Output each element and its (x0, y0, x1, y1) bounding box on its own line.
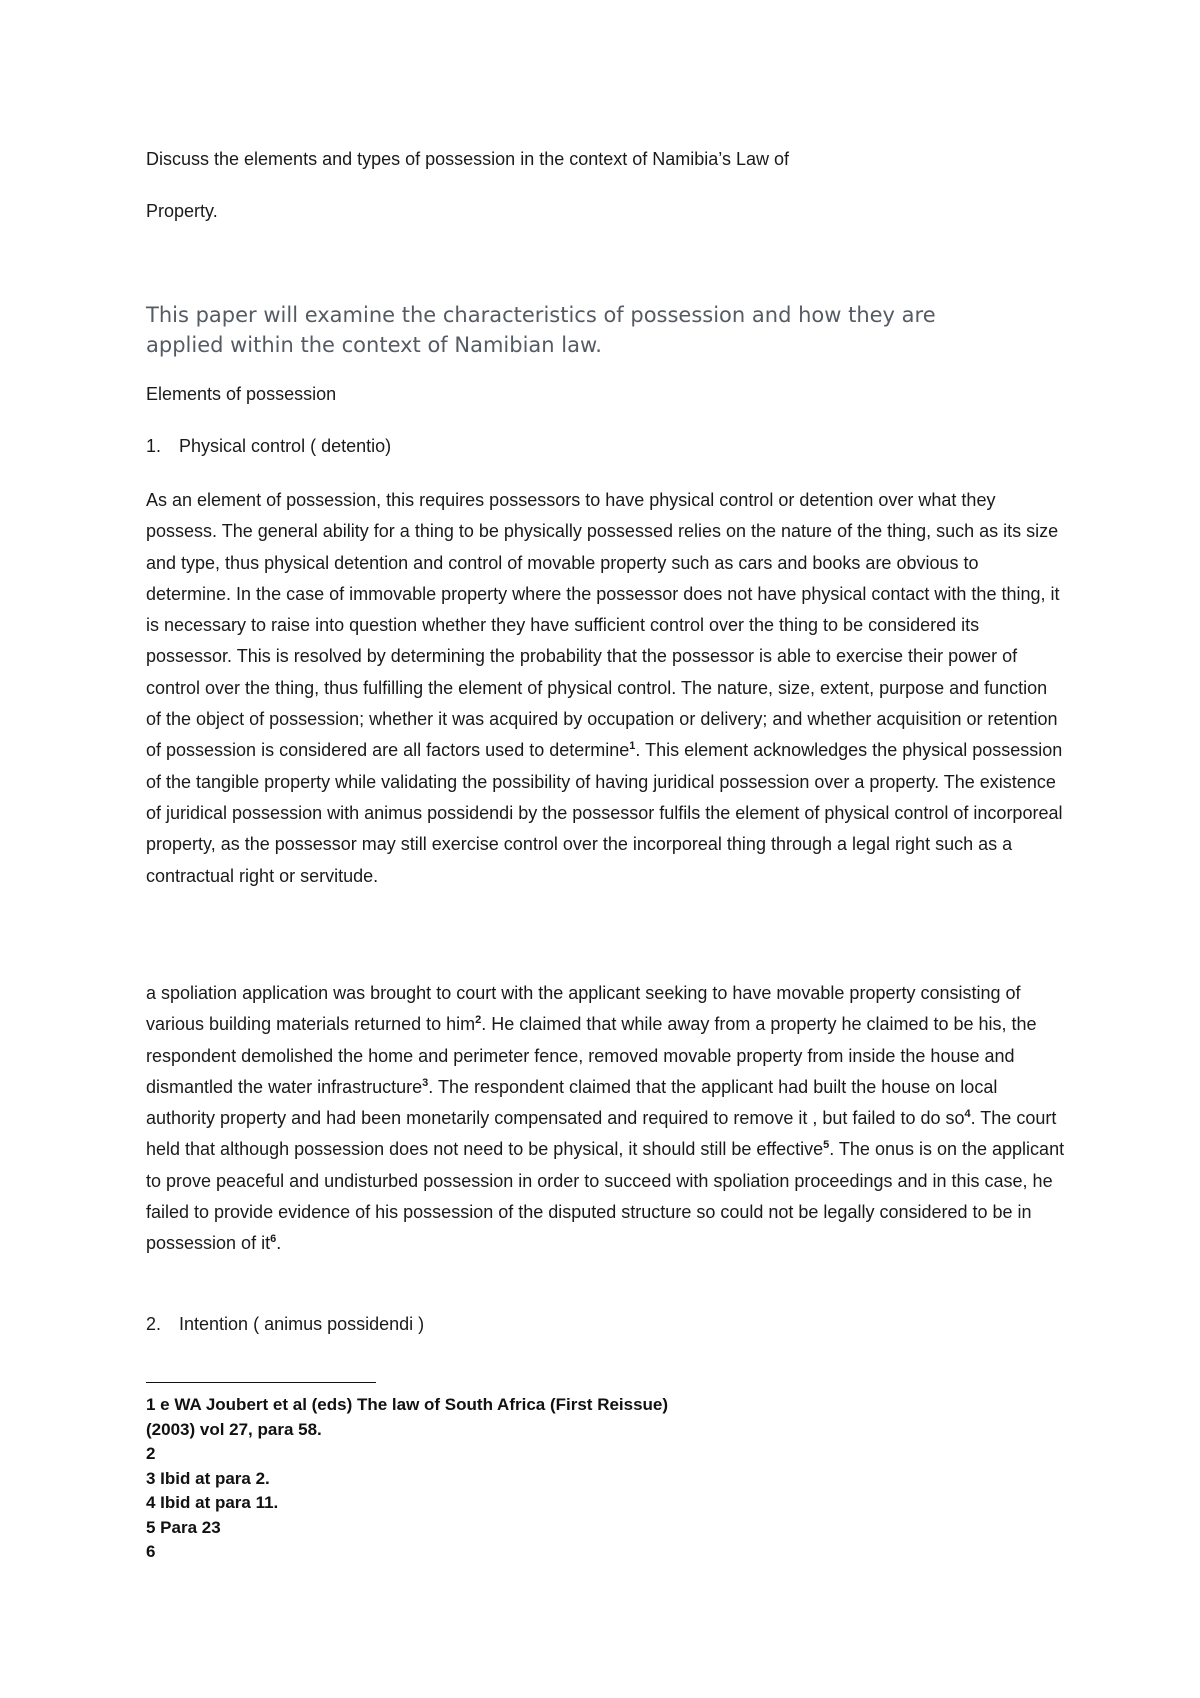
footnote-ref: 5 (823, 1139, 830, 1152)
paragraph-text: . (276, 1233, 282, 1254)
paragraph-text: . He claimed that while away from a property he claimed to be his, the respondent demolished the home and perimeter fence, removed movable property from inside the house and dismantled the water infrastructure (146, 1014, 1037, 1097)
footnote-line: 3 Ibid at para 2. (146, 1468, 270, 1488)
paragraph-text: a spoliation application was brought to court with the applicant seeking to have movable property consisting of various building materials returned to him (146, 983, 1021, 1035)
paragraph-text: . The respondent claimed that the applicant had built the house on local authority property and had been monetarily compensated and required to remove it , but failed to do so (146, 1076, 998, 1129)
footnote-line: 5 Para 23 (146, 1517, 221, 1537)
footnote-ref: 6 (270, 1233, 277, 1246)
footnote-line: 4 Ibid at para 11. (146, 1493, 279, 1512)
list-label: Intention ( animus possidendi ) (179, 1314, 425, 1334)
list-number: 1. (146, 436, 162, 456)
list-item-intention (146, 1314, 424, 1335)
list-number: 2. (146, 1314, 162, 1334)
footnote-line: 1 e WA Joubert et al (eds) The law of South Africa (First Reissue) (146, 1395, 669, 1414)
footnote-ref: 1 (629, 740, 636, 753)
paragraph-text: . The court held that although possession does not need to be physical, it should still be effective (146, 1108, 1057, 1160)
section-heading: Elements of possession (146, 384, 337, 404)
paragraph-spoliation-case (146, 978, 1066, 1260)
footnote-ref: 3 (422, 1076, 429, 1089)
paragraph-physical-control (146, 485, 1066, 892)
intro-paragraph: This paper will examine the characteristics of possession and how they are applied within the context of Namibian law. (146, 303, 936, 357)
title-line-2: Property. (146, 201, 218, 221)
paragraph-text: . This element acknowledges the physical possession of the tangible property while validating the possibility of having juridical possession over a property. The existence of juridical possession with animus possidendi by the possessor fulfils the element of physical control of incorporeal property, as the possessor may still exercise control over the incorporeal thing through a legal right such as a contractual right or servitude. (146, 740, 1063, 886)
footnote-divider (146, 1382, 376, 1383)
paragraph-text: As an element of possession, this requires possessors to have physical control or detention over what they possess. The general ability for a thing to be physically possessed relies on the nature of the thing, such as its size and type, thus physical detention and control of movable property such as cars and books are obvious to determine. In the case of immovable property where the possessor does not have physical contact with the thing, it is necessary to raise into question whether they have sufficient control over the thing to be considered its possessor. This is resolved by determining the probability that the possessor is able to exercise their power of control over the thing, thus fulfilling the element of physical control. The nature, size, extent, purpose and function of the object of possession; whether it was acquired by occupation or delivery; and whether acquisition or retention of possession is considered are all factors used to determine (146, 490, 1060, 761)
footnote-line: 6 (146, 1542, 156, 1561)
footnotes (146, 1393, 846, 1565)
list-label: Physical control ( detentio) (179, 436, 392, 456)
list-item-physical-control (146, 436, 391, 457)
footnote-ref: 4 (964, 1108, 971, 1121)
footnote-ref: 2 (475, 1014, 482, 1027)
footnote-line: (2003) vol 27, para 58. (146, 1419, 322, 1439)
paragraph-text: . The onus is on the applicant to prove peaceful and undisturbed possession in order to succeed with spoliation proceedings and in this case, he failed to provide evidence of his possession of the disputed structure so could not be legally considered to be in possession of it (146, 1139, 1065, 1254)
title-line-1: Discuss the elements and types of possession in the context of Namibia’s Law of (146, 149, 790, 169)
footnote-line: 2 (146, 1444, 156, 1463)
